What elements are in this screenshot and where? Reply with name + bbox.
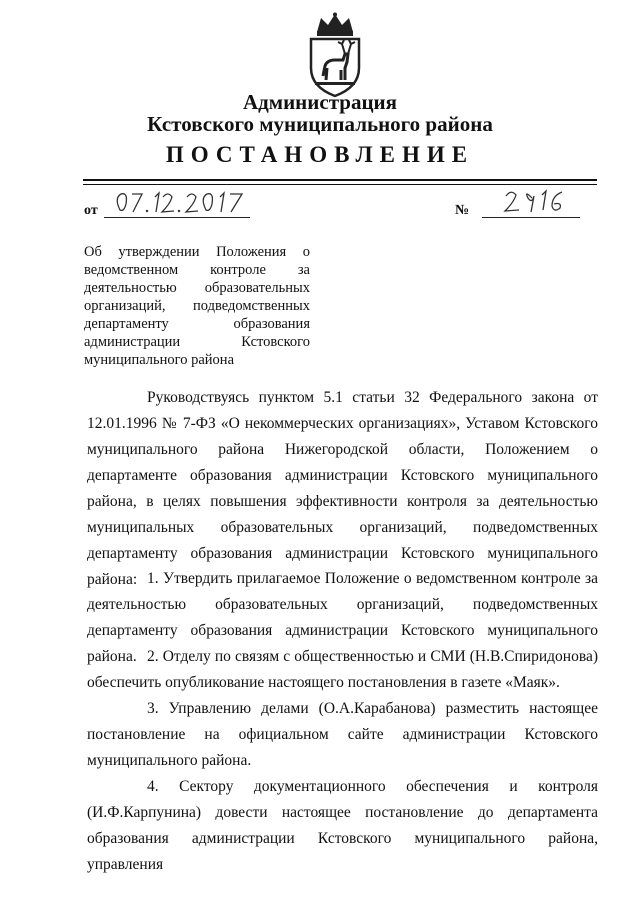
date-underline	[104, 217, 250, 218]
header-divider-thin	[83, 184, 597, 185]
document-title: ПОСТАНОВЛЕНИЕ	[165, 142, 475, 167]
date-label: от	[84, 203, 98, 218]
list-item: 4. Сектору документационного обеспечения и контроля (И.Ф.Карпунина) довести настоящее постановление до департамента образования администрации Кстовского муниципального района, управления	[87, 778, 598, 873]
organization-name-line2: Кстовского муниципального района	[147, 112, 493, 136]
header-divider-thick	[83, 179, 597, 181]
preamble-paragraph: Руководствуясь пунктом 5.1 статьи 32 Федерального закона от 12.01.1996 № 7-ФЗ «О некоммерческих организациях», Уставом Кстовского муниципального района Нижегородской области, Положением о департаменте образования администрации Кстовского муниципального района, в целях повышения эффективности контроля за деятельностью муниципальных образовательных организаций, подведомственных департаменту образования администрации Кстовского муниципального района:	[87, 389, 598, 588]
organization-name-line1: Администрация	[242, 90, 398, 114]
coat-of-arms-icon	[301, 12, 369, 98]
number-underline	[482, 217, 580, 218]
handwritten-number	[500, 186, 576, 216]
list-item: 1. Утвердить прилагаемое Положение о ведомственном контроле за деятельностью образовательных организаций, подведомственных департаменту образования администрации Кстовского муниципального района.	[87, 570, 598, 665]
list-item: 2. Отделу по связям с общественностью и СМИ (Н.В.Спиридонова) обеспечить опубликование настоящего постановления в газете «Маяк».	[87, 648, 598, 691]
handwritten-date	[112, 188, 254, 218]
document-subject: Об утверждении Положения о ведомственном контроле за деятельностью образовательных организаций, подведомственных департаменту образования администрации Кстовского муниципального района	[84, 244, 310, 368]
list-item: 3. Управлению делами (О.А.Карабанова) разместить настоящее постановление на официальном сайте администрации Кстовского муниципального района.	[87, 700, 598, 769]
number-label: №	[455, 203, 470, 218]
